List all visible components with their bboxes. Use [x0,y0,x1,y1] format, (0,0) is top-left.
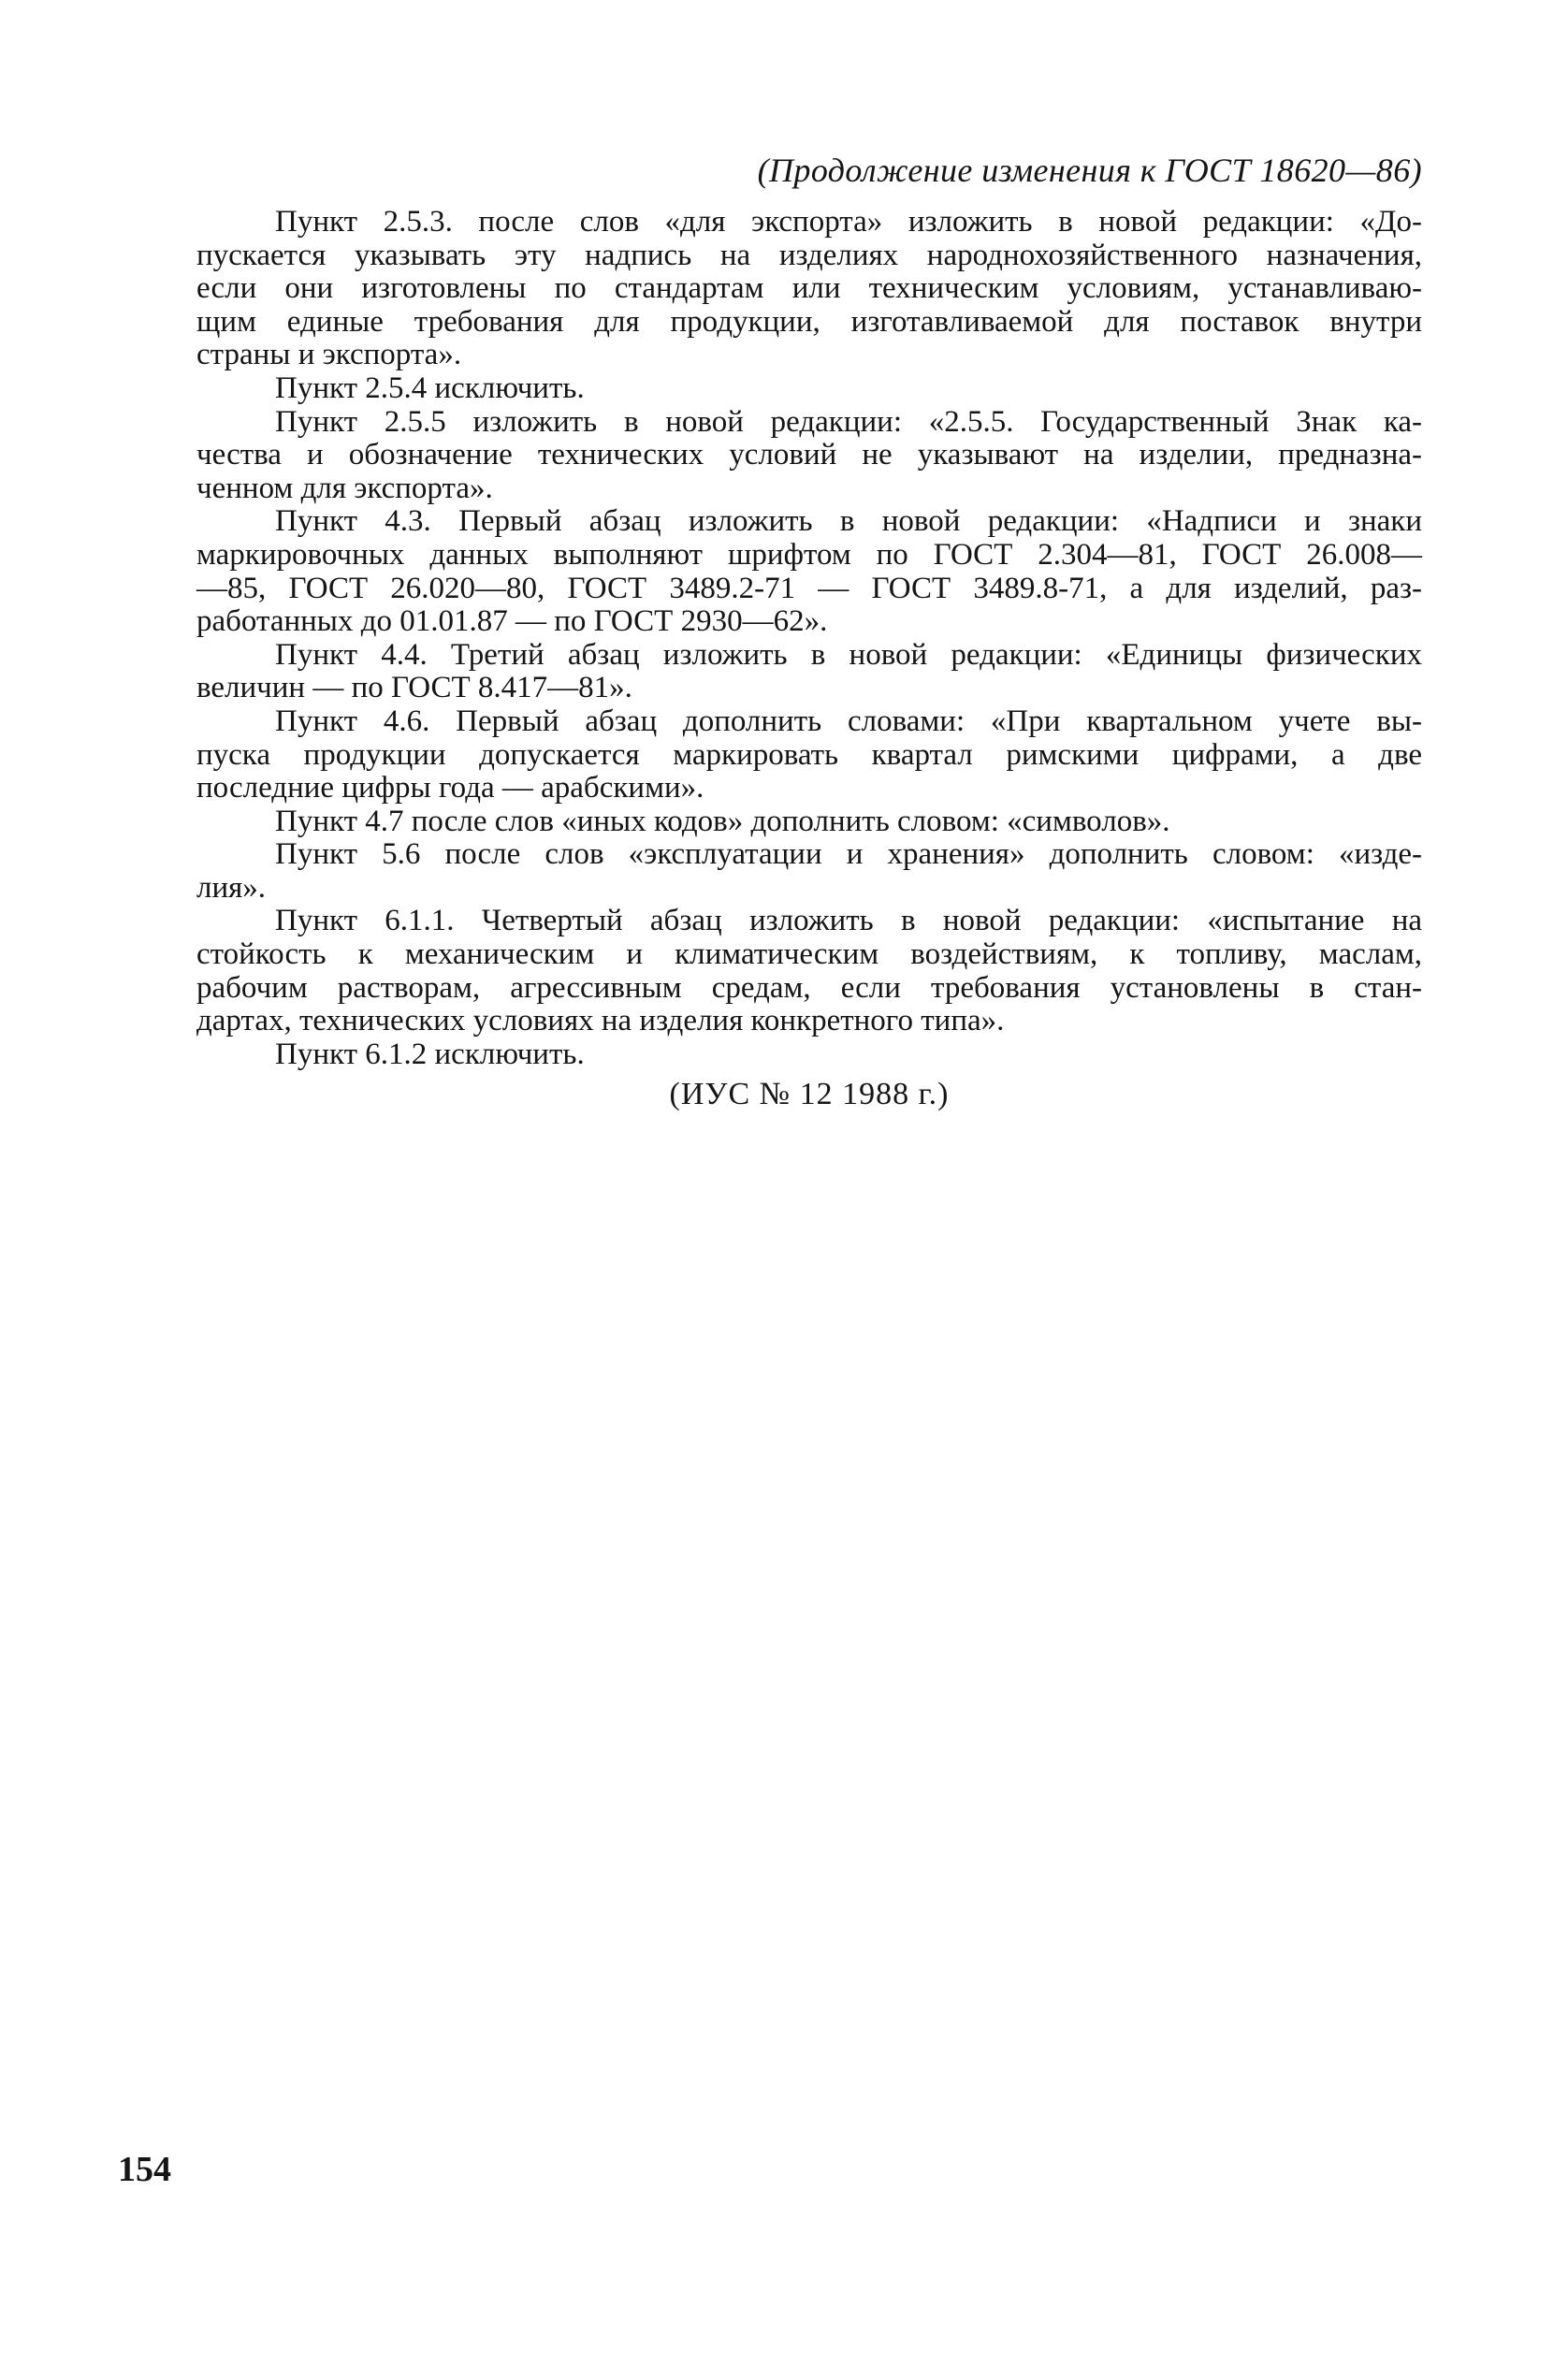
text-line: Пункт 5.6 после слов «эксплуатации и хранения» дополнить словом: «изде- [275,837,1422,872]
text-line: чества и обозначение технических условий не указывают на изделии, предназна- [196,438,1422,472]
paragraph [196,406,1422,506]
text-line: Пункт 4.7 после слов «иных кодов» дополнить словом: «символов». [275,804,1170,838]
text-line: Пункт 4.4. Третий абзац изложить в новой редакции: «Единицы физических [275,637,1422,672]
text-line: страны и экспорта». [196,338,462,372]
source-reference: (ИУС № 12 1988 г.) [669,1077,950,1111]
paragraph [196,838,1422,905]
text-line: стойкость к механическим и климатическим воздействиям, к топливу, маслам, [196,937,1422,972]
text-line: последние цифры года — арабскими». [196,771,704,805]
text-line: дартах, технических условиях на изделия конкретного типа». [196,1004,1005,1038]
text-line: Пункт 4.3. Первый абзац изложить в новой редакции: «Надписи и знаки [275,504,1422,539]
paragraph [196,805,1422,839]
paragraph [196,905,1422,1037]
paragraph [196,372,1422,406]
text-line: Пункт 4.6. Первый абзац дополнить словами: «При квартальном учете вы- [275,704,1422,738]
text-line: работанных до 01.01.87 — по ГОСТ 2930—62». [196,604,828,639]
text-line: —85, ГОСТ 26.020—80, ГОСТ 3489.2-71 — ГОСТ 3489.8-71, а для изделий, раз- [196,571,1422,605]
page-number: 154 [118,2150,171,2189]
text-line: пуска продукции допускается маркировать квартал римскими цифрами, а две [196,737,1422,772]
text-line: Пункт 2.5.5 изложить в новой редакции: «2.5.5. Государственный Знак ка- [275,404,1422,439]
paragraph [196,505,1422,638]
text-line: Пункт 6.1.2 исключить. [275,1037,585,1071]
document-body [196,206,1422,1071]
text-line: Пункт 2.5.4 исключить. [275,370,585,405]
text-line: щим единые требования для продукции, изготавливаемой для поставок внутри [196,304,1422,339]
running-header: (Продолжение изменения к ГОСТ 18620—86) [757,152,1422,189]
text-line: маркировочных данных выполняют шрифтом по ГОСТ 2.304—81, ГОСТ 26.008— [196,537,1422,572]
text-line: ченном для экспорта». [196,471,493,505]
text-line: лия». [196,870,267,905]
text-line: величин — по ГОСТ 8.417—81». [196,671,632,705]
text-line: Пункт 6.1.1. Четвертый абзац изложить в новой редакции: «испытание на [275,904,1422,938]
text-line: пускается указывать эту надпись на изделиях народнохозяйственного назначения, [196,238,1422,272]
paragraph [196,1038,1422,1072]
text-line: рабочим растворам, агрессивным средам, если требования установлены в стан- [196,970,1422,1005]
paragraph [196,705,1422,805]
text-line: Пункт 2.5.3. после слов «для экспорта» изложить в новой редакции: «До- [275,205,1422,239]
paragraph [196,206,1422,372]
text-line: если они изготовлены по стандартам или техническим условиям, устанавливаю- [196,271,1422,306]
paragraph [196,639,1422,705]
